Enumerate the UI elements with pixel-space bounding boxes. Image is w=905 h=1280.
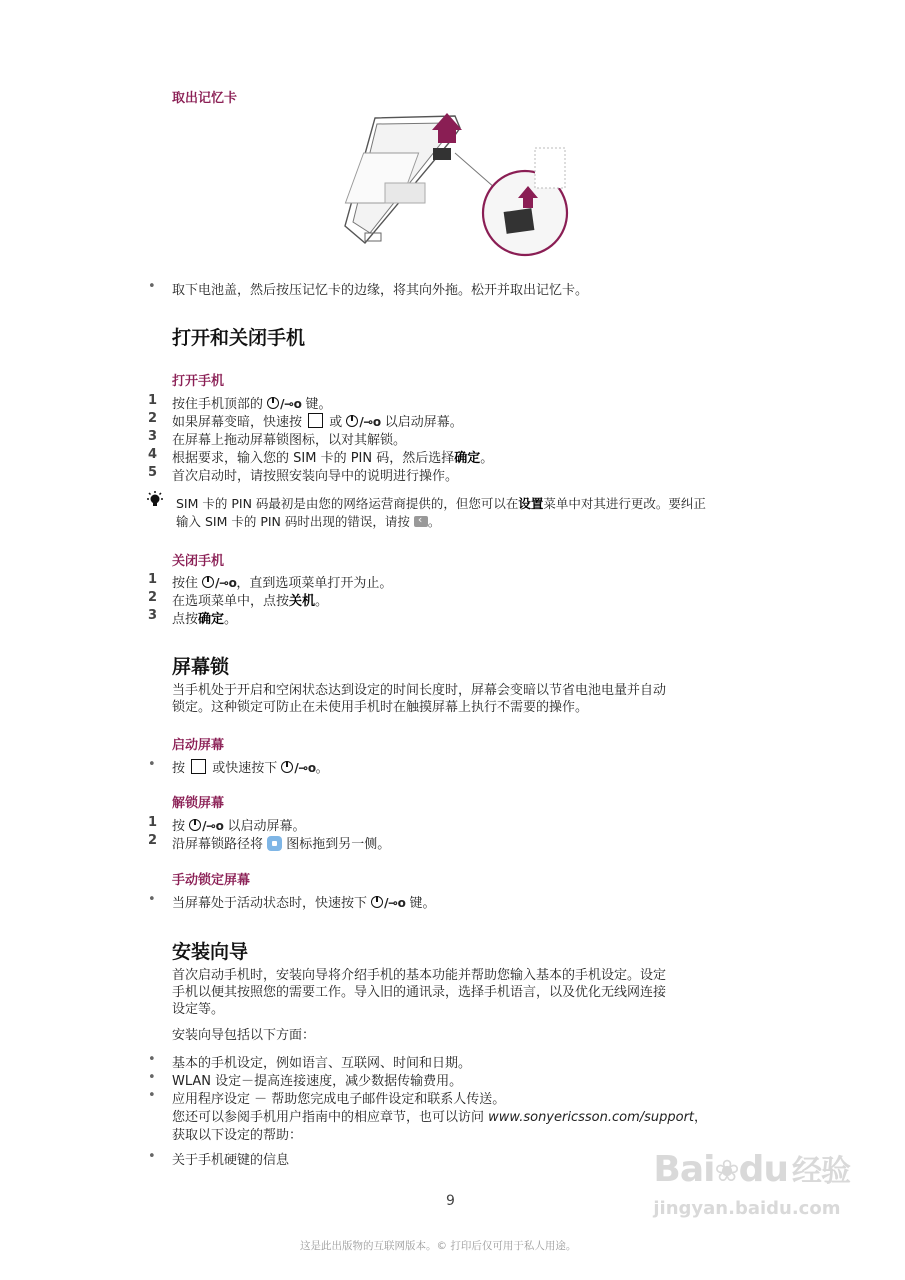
step-number: 2 [148, 833, 158, 848]
screen-lock-paragraph [172, 682, 772, 716]
unlock-step-1: 按 /⊸o 以启动屏幕。 [172, 819, 306, 834]
watermark-url: jingyan.baidu.com [653, 1198, 841, 1219]
paragraph-line: 当手机处于开启和空闲状态达到设定的时间长度时，屏幕会变暗以节省电池电量并自动 [172, 683, 667, 698]
step-number: 4 [148, 447, 158, 462]
watermark-brand-part: du [738, 1149, 788, 1190]
activate-screen-title: 启动屏幕 [172, 738, 225, 753]
paragraph-line: 设定等。 [172, 1002, 225, 1017]
turn-on-step-5: 首次启动时，请按照安装向导中的说明进行操作。 [172, 469, 459, 484]
paragraph-line: 首次启动手机时，安装向导将介绍手机的基本功能并帮助您输入基本的手机设定。设定 [172, 968, 667, 983]
manual-lock-instruction: 当屏幕处于活动状态时，快速按下 /⊸o 键。 [172, 896, 436, 911]
step-number: 5 [148, 465, 158, 480]
paragraph-line: 锁定。这种锁定可防止在未使用手机时在触摸屏幕上执行不需要的操作。 [172, 700, 589, 715]
paw-icon: ❀ [714, 1154, 739, 1189]
bullet-dot: • [148, 1052, 156, 1067]
turn-on-step-3: 在屏幕上拖动屏幕锁图标，以对其解锁。 [172, 433, 407, 448]
activate-screen-instruction: 按 或快速按下 /⊸o。 [172, 761, 329, 776]
wizard-more-info: 您还可以参阅手机用户指南中的相应章节，也可以访问 www.sonyericsson.com/support， [172, 1110, 708, 1125]
turn-on-step-1: 按住手机顶部的 /⊸o 键。 [172, 397, 332, 412]
bullet-dot: • [148, 1070, 156, 1085]
power-heading: 打开和关闭手机 [172, 327, 306, 349]
power-lock-key-icon: /⊸o [371, 896, 405, 910]
back-key-icon [414, 516, 428, 527]
step-number: 2 [148, 411, 158, 426]
power-lock-key-icon: /⊸o [202, 576, 236, 590]
setup-wizard-intro: 安装向导包括以下方面： [172, 1028, 316, 1043]
footer-notice: 这是此出版物的互联网版本。© 打印后仅可用于私人用途。 [300, 1240, 577, 1252]
tip-line-2: 输入 SIM 卡的 PIN 码时出现的错误，请按 ‹。 [176, 512, 440, 530]
turn-off-step-3: 点按确定。 [172, 612, 238, 627]
bullet-dot: • [148, 1088, 156, 1103]
watermark-brand-part: 经验 [792, 1154, 850, 1189]
turn-off-step-2: 在选项菜单中，点按关机。 [172, 594, 329, 609]
home-key-icon [308, 413, 323, 428]
tip-line-1: SIM 卡的 PIN 码最初是由您的网络运营商提供的，但您可以在设置菜单中对其进行更改。要纠正 [176, 496, 706, 511]
remove-card-instruction: 取下电池盖，然后按压记忆卡的边缘，将其向外拖。松开并取出记忆卡。 [172, 283, 589, 298]
support-link[interactable]: www.sonyericsson.com/support [488, 1110, 695, 1125]
power-lock-key-icon: /⊸o [346, 415, 380, 429]
setup-wizard-paragraph [172, 967, 772, 1018]
bullet-dot: • [148, 279, 156, 294]
step-number: 3 [148, 608, 158, 623]
power-lock-key-icon: /⊸o [267, 397, 301, 411]
turn-off-step-1: 按住 /⊸o，直到选项菜单打开为止。 [172, 576, 393, 591]
wizard-bullet-1: 基本的手机设定，例如语言、互联网、时间和日期。 [172, 1056, 472, 1071]
bullet-dot: • [148, 757, 156, 772]
turn-on-step-2: 如果屏幕变暗，快速按 或 /⊸o 以启动屏幕。 [172, 415, 463, 430]
bullet-dot: • [148, 1149, 156, 1164]
wizard-bullet-3: 应用程序设定 － 帮助您完成电子邮件设定和联系人传送。 [172, 1092, 506, 1107]
step-number: 1 [148, 815, 158, 830]
paragraph-line: 手机以便其按照您的需要工作。导入旧的通讯录，选择手机语言，以及优化无线网连接 [172, 985, 667, 1000]
memory-card-illustration [335, 108, 575, 258]
wizard-more-info-line2: 获取以下设定的帮助： [172, 1128, 303, 1143]
manual-lock-title: 手动锁定屏幕 [172, 873, 251, 888]
power-lock-key-icon: /⊸o [281, 761, 315, 775]
home-key-icon [191, 759, 206, 774]
turn-on-step-4: 根据要求，输入您的 SIM 卡的 PIN 码，然后选择确定。 [172, 451, 494, 466]
turn-on-title: 打开手机 [172, 374, 225, 389]
turn-off-title: 关闭手机 [172, 554, 225, 569]
step-number: 2 [148, 590, 158, 605]
tip-lightbulb-icon [146, 491, 164, 509]
bullet-dot: • [148, 892, 156, 907]
watermark-brand [653, 1150, 850, 1192]
wizard-bullet-4: 关于手机硬键的信息 [172, 1153, 290, 1168]
baidu-watermark [653, 1150, 850, 1219]
setup-wizard-heading: 安装向导 [172, 941, 249, 963]
screen-lock-heading: 屏幕锁 [172, 656, 230, 678]
lock-icon [267, 836, 282, 851]
wizard-bullet-2: WLAN 设定－提高连接速度，减少数据传输费用。 [172, 1074, 463, 1089]
power-lock-key-icon: /⊸o [189, 819, 223, 833]
step-number: 1 [148, 393, 158, 408]
unlock-step-2: 沿屏幕锁路径将 图标拖到另一侧。 [172, 837, 391, 852]
page-number: 9 [446, 1193, 455, 1209]
watermark-brand-part: Bai [653, 1149, 715, 1190]
step-number: 3 [148, 429, 158, 444]
remove-card-title: 取出记忆卡 [172, 91, 238, 106]
step-number: 1 [148, 572, 158, 587]
unlock-screen-title: 解锁屏幕 [172, 796, 225, 811]
